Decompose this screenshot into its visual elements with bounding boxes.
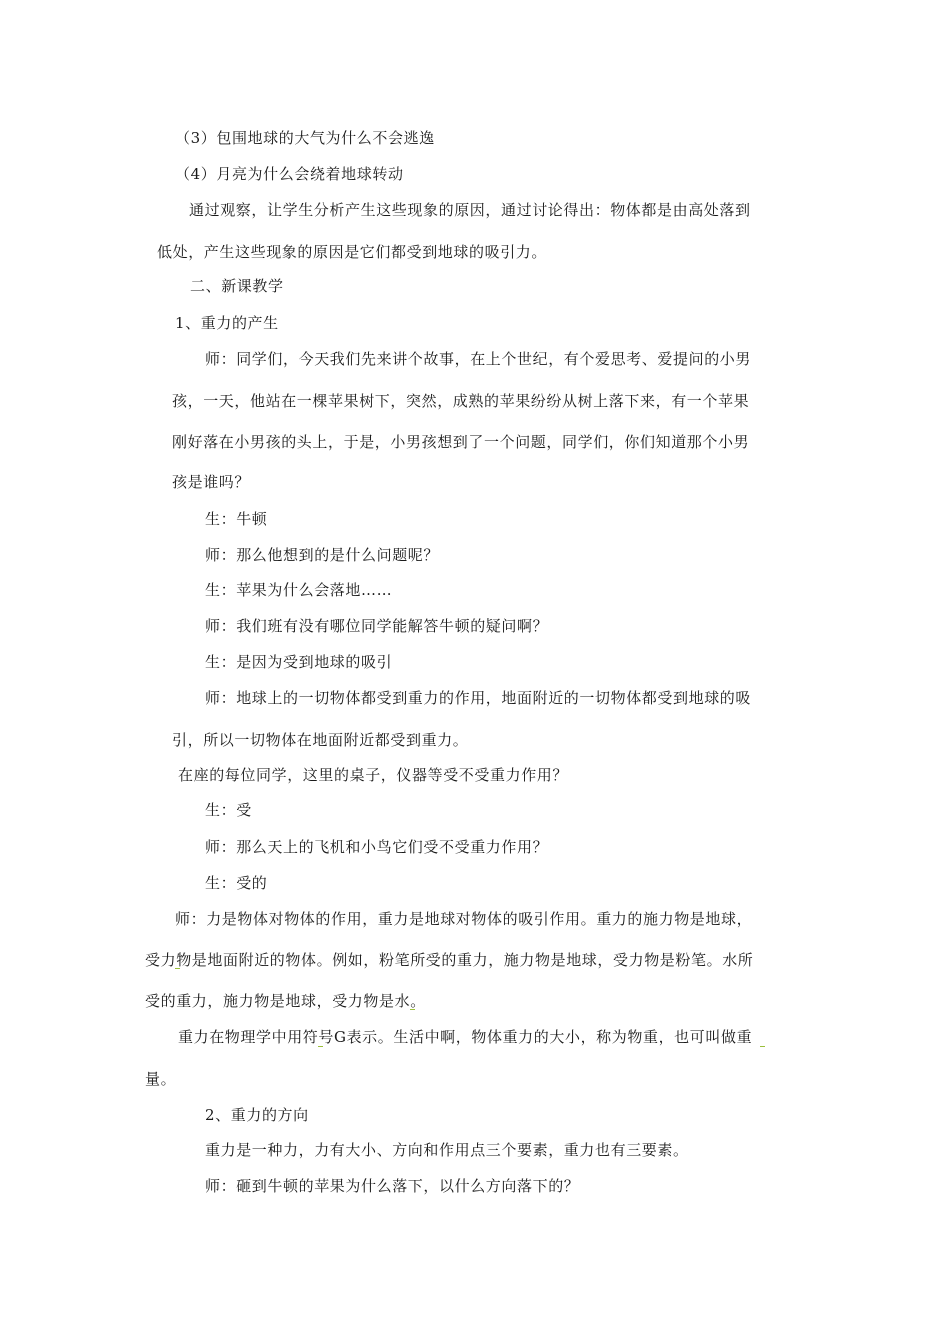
teacher-story-line-2: 孩，一天，他站在一棵苹果树下，突然，成熟的苹果纷纷从树上落下来，有一个苹果 <box>172 392 750 410</box>
proof-mark <box>175 965 180 969</box>
question-desks: 在座的每位同学，这里的桌子，仪器等受不受重力作用？ <box>178 766 569 784</box>
teacher-story-line-1: 师：同学们，今天我们先来讲个故事，在上个世纪，有个爱思考、爱提问的小男 <box>205 350 752 368</box>
proof-mark <box>410 1006 415 1010</box>
teacher-explain-line-1: 师：地球上的一切物体都受到重力的作用，地面附近的一切物体都受到地球的吸 <box>205 689 752 707</box>
student-answer-yes: 生：受 <box>205 801 252 819</box>
gravity-symbol-line-2: 量。 <box>145 1070 177 1088</box>
student-answer-newton: 生：牛顿 <box>205 510 268 528</box>
subheading-gravity-origin: 1、重力的产生 <box>175 314 279 332</box>
question-3: （3）包围地球的大气为什么不会逃逸 <box>175 129 435 147</box>
gravity-symbol-line-1: 重力在物理学中用符号G表示。生活中啊，物体重力的大小，称为物重，也可叫做重 <box>178 1028 753 1046</box>
paragraph-observation: 通过观察，让学生分析产生这些现象的原因，通过讨论得出：物体都是由高处落到 <box>189 201 751 219</box>
teacher-story-line-4: 孩是谁吗？ <box>172 473 251 491</box>
question-4: （4）月亮为什么会绕着地球转动 <box>175 165 404 183</box>
three-elements-line: 重力是一种力，力有大小、方向和作用点三个要素，重力也有三要素。 <box>205 1141 689 1159</box>
teacher-definition-line-2: 受力物是地面附近的物体。例如，粉笔所受的重力，施力物是地球，受力物是粉笔。水所 <box>145 951 754 969</box>
teacher-story-line-3: 刚好落在小男孩的头上，于是，小男孩想到了一个问题，同学们，你们知道那个小男 <box>172 433 750 451</box>
teacher-question-direction: 师：砸到牛顿的苹果为什么落下，以什么方向落下的？ <box>205 1177 580 1195</box>
teacher-definition-line-1: 师：力是物体对物体的作用，重力是地球对物体的吸引作用。重力的施力物是地球， <box>175 910 753 928</box>
student-answer-apple: 生：苹果为什么会落地…… <box>205 581 393 599</box>
student-answer-yes-2: 生：受的 <box>205 874 268 892</box>
subheading-gravity-direction: 2、重力的方向 <box>205 1106 309 1124</box>
teacher-explain-line-2: 引，所以一切物体在地面附近都受到重力。 <box>172 731 469 749</box>
proof-mark <box>760 1043 765 1047</box>
teacher-question-problem: 师：那么他想到的是什么问题呢？ <box>205 546 440 564</box>
section-heading-new-lesson: 二、新课教学 <box>190 277 284 295</box>
teacher-definition-line-3: 受的重力，施力物是地球，受力物是水。 <box>145 992 426 1010</box>
teacher-question-planes: 师：那么天上的飞机和小鸟它们受不受重力作用？ <box>205 838 549 856</box>
paragraph-observation-cont: 低处，产生这些现象的原因是它们都受到地球的吸引力。 <box>157 243 548 261</box>
student-answer-attraction: 生：是因为受到地球的吸引 <box>205 653 393 671</box>
teacher-question-class: 师：我们班有没有哪位同学能解答牛顿的疑问啊？ <box>205 617 549 635</box>
proof-mark <box>318 1043 323 1047</box>
